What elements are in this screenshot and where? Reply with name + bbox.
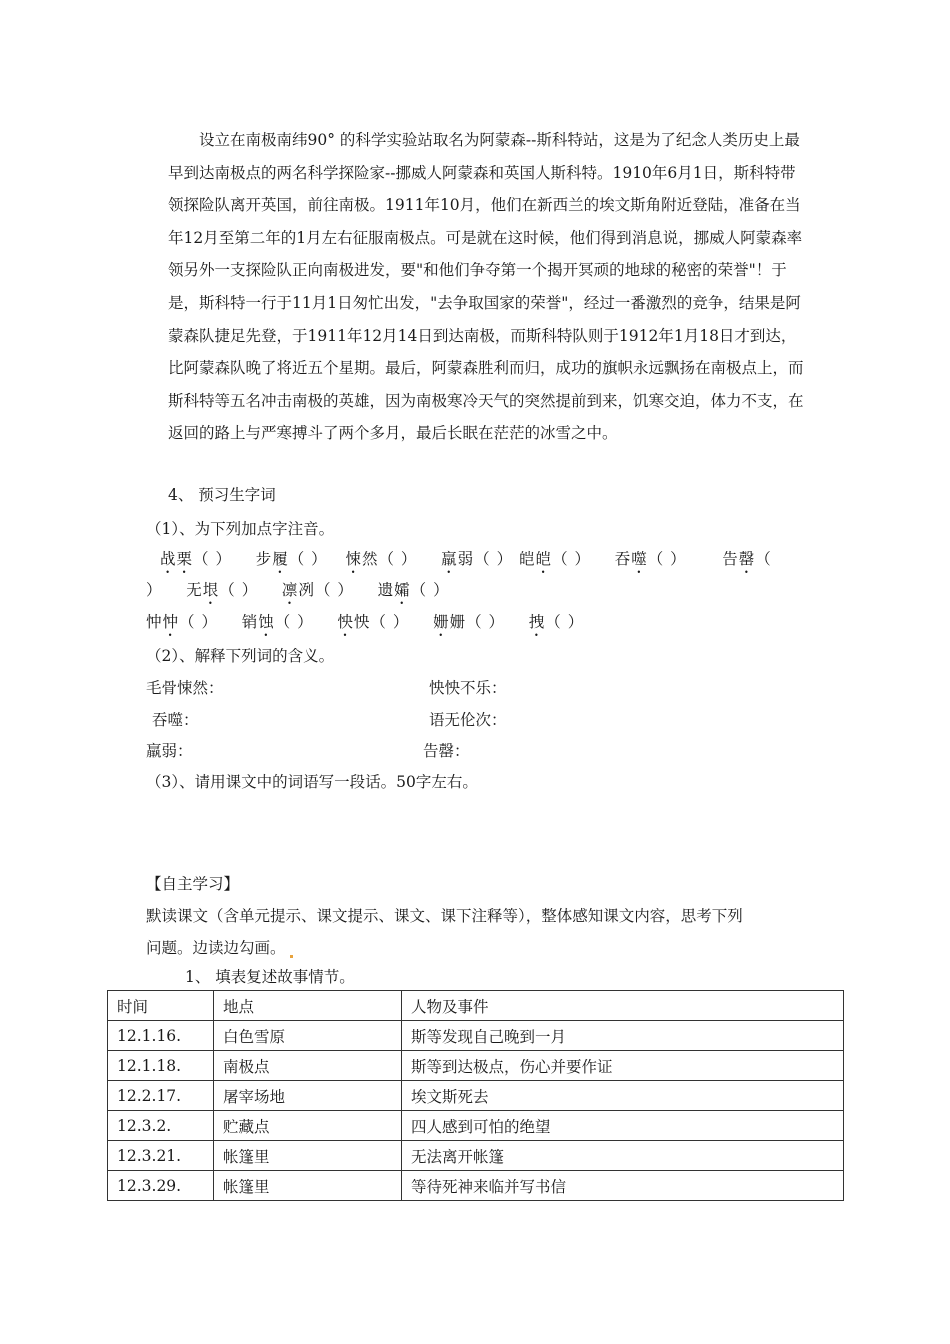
table-row — [108, 1141, 844, 1171]
table-row — [108, 1081, 844, 1111]
column-header-event: 人物及事件 — [402, 991, 844, 1021]
plain-char: 无 — [186, 581, 203, 599]
dotted-char: 忡 — [162, 613, 180, 631]
dotted-char: 噬 — [631, 550, 648, 568]
blank: （ — [755, 550, 772, 568]
question-2: （2）、解释下列词的含义。 — [146, 647, 335, 665]
plain-char: 冽 — [298, 581, 315, 599]
definition-right-2: 语无伦次： — [429, 711, 507, 729]
question-1: （1）、为下列加点字注音。 — [146, 520, 335, 538]
blank: （ ） — [274, 613, 314, 631]
dotted-char: 栗 — [176, 550, 194, 568]
cell-time: 12.2.17. — [108, 1081, 214, 1111]
pinyin-line-1 — [160, 549, 772, 577]
plain-char: 遗 — [377, 581, 395, 599]
column-header-time: 时间 — [108, 991, 214, 1021]
blank: （ ） — [193, 550, 232, 568]
task-label: 1、 填表复述故事情节。 — [185, 968, 355, 986]
definition-left-1: 毛骨悚然： — [146, 679, 224, 697]
plain-char: 弱 — [457, 550, 475, 568]
intro-text: 设立在南极南纬90° 的科学实验站取名为阿蒙森--斯科特站，这是为了纪念人类历史上最早到达南极点的两名科学探险家--挪威人阿蒙森和英国人斯科特。1910年6月1日，斯科特带领探险队离开英国，前往南极。1911年10月，他们在新西兰的埃文斯角附近登陆，准备在当年12月至第二年的1月左右征服南极点。可是就在这时候，他们得到消息说，挪威人阿蒙森率领另外一支探险队正向南极进发，要"和他们争夺第一个揭开冥顽的地球的秘密的荣誉"！于是，斯科特一行于11月1日匆忙出发，"去争取国家的荣誉"，经过一番激烈的竞争，结果是阿蒙森队捷足先登，于1911年12月14日到达南极，而斯科特队则于1912年1月18日才到达，比阿蒙森队晚了将近五个星期。最后，阿蒙森胜利而归，成功的旗帜永远飘扬在南极点上，而斯科特等五名冲击南极的英雄，因为南极寒冷天气的突然提前到来，饥寒交迫，体力不支，在返回的路上与严寒搏斗了两个多月，最后长眠在茫茫的冰雪之中。 — [168, 131, 804, 443]
definition-left-3: 羸弱： — [146, 742, 193, 760]
blank: （ ） — [179, 613, 218, 631]
blank: （ ） — [552, 550, 591, 568]
blank: （ ） — [474, 550, 514, 568]
dotted-char: 羸 — [441, 550, 458, 568]
blank: （ ） — [288, 550, 328, 568]
plain-char: 告 — [722, 550, 739, 568]
plain-char: 吞 — [614, 550, 632, 568]
blank: （ ） — [545, 613, 585, 631]
blank: （ ） — [219, 581, 259, 599]
dotted-char: 罄 — [738, 550, 756, 568]
plain-char: 然 — [361, 550, 379, 568]
plain-char: 皑 — [519, 550, 536, 568]
dotted-char: 垠 — [202, 581, 220, 599]
dotted-char: 蚀 — [258, 613, 275, 631]
blank: （ ） — [410, 581, 450, 599]
plain-char: 怏 — [353, 613, 371, 631]
definition-right-1: 怏怏不乐： — [429, 679, 507, 697]
cell-time: 12.3.21. — [108, 1141, 214, 1171]
cell-event: 四人感到可怕的绝望 — [402, 1111, 844, 1141]
cell-place: 帐篷里 — [214, 1171, 402, 1201]
column-header-place: 地点 — [214, 991, 402, 1021]
dotted-char: 孀 — [394, 581, 411, 599]
cell-time: 12.3.29. — [108, 1171, 214, 1201]
dotted-char: 战 — [160, 550, 177, 568]
table-row — [108, 1111, 844, 1141]
cell-event: 无法离开帐篷 — [402, 1141, 844, 1171]
blank: （ ） — [647, 550, 687, 568]
story-table — [107, 990, 844, 1201]
cell-time: 12.1.16. — [108, 1021, 214, 1051]
dotted-char: 拽 — [528, 613, 546, 631]
pinyin-line-2 — [146, 580, 450, 608]
cell-event: 等待死神来临并写书信 — [402, 1171, 844, 1201]
blank: （ ） — [378, 550, 418, 568]
cell-place: 贮藏点 — [214, 1111, 402, 1141]
blank: （ ） — [370, 613, 410, 631]
cell-event: 斯等发现自己晚到一月 — [402, 1021, 844, 1051]
table-row — [108, 1171, 844, 1201]
preview-heading: 4、 预习生字词 — [168, 486, 276, 504]
question-3: （3）、请用课文中的词语写一段话。50字左右。 — [146, 773, 478, 791]
table-row — [108, 1051, 844, 1081]
pinyin-line-3 — [146, 612, 584, 640]
cell-place: 帐篷里 — [214, 1141, 402, 1171]
cell-place: 白色雪原 — [214, 1021, 402, 1051]
intro-paragraph — [168, 124, 808, 450]
dotted-char: 姗 — [433, 613, 450, 631]
dotted-char: 怏 — [337, 613, 354, 631]
dotted-char: 凛 — [281, 581, 299, 599]
plain-char: 忡 — [146, 613, 163, 631]
dotted-char: 悚 — [345, 550, 362, 568]
cell-place: 屠宰场地 — [214, 1081, 402, 1111]
self-study-title: 【自主学习】 — [146, 875, 240, 893]
cell-event: 斯等到达极点，伤心并要作证 — [402, 1051, 844, 1081]
dotted-char: 履 — [272, 550, 289, 568]
definition-left-2: 吞噬： — [152, 711, 199, 729]
plain-char: 姗 — [449, 613, 467, 631]
cell-time: 12.3.2. — [108, 1111, 214, 1141]
cell-time: 12.1.18. — [108, 1051, 214, 1081]
blank: ） — [146, 581, 163, 599]
cell-place: 南极点 — [214, 1051, 402, 1081]
cell-event: 埃文斯死去 — [402, 1081, 844, 1111]
highlight-mark — [290, 955, 293, 958]
definition-right-3: 告罄： — [423, 742, 470, 760]
dotted-char: 皑 — [535, 550, 553, 568]
plain-char: 步 — [255, 550, 273, 568]
blank: （ ） — [466, 613, 506, 631]
table-header-row — [108, 991, 844, 1021]
blank: （ ） — [314, 581, 354, 599]
self-study-instruction-1: 默读课文（含单元提示、课文提示、课文、课下注释等），整体感知课文内容，思考下列 — [146, 907, 743, 925]
table-row — [108, 1021, 844, 1051]
self-study-instruction-2: 问题。边读边勾画。 — [146, 938, 293, 958]
plain-char: 销 — [241, 613, 259, 631]
